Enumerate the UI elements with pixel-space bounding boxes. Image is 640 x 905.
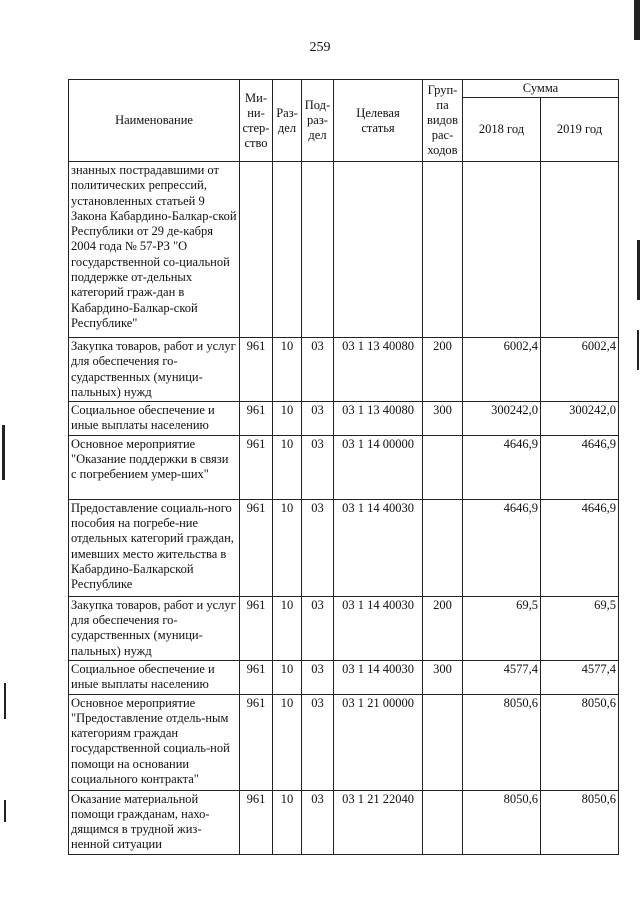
table-row (69, 435, 619, 499)
cell-target (334, 162, 423, 338)
cell-target: 03 1 21 22040 (334, 790, 423, 854)
table-row (69, 660, 619, 694)
table-row (69, 499, 619, 596)
cell-2019: 4646,9 (541, 499, 619, 596)
cell-group (423, 435, 463, 499)
cell-2019: 6002,4 (541, 338, 619, 402)
cell-ministry: 961 (240, 435, 273, 499)
cell-ministry: 961 (240, 596, 273, 660)
cell-subsection: 03 (302, 694, 334, 790)
row-name: Предоставление социаль-ного пособия на погребе-ние отдельных категорий граждан, имевших место жительства в Кабардино-Балкарской Республике (69, 499, 240, 596)
cell-ministry: 961 (240, 660, 273, 694)
scan-mark (637, 330, 639, 370)
cell-2018: 4646,9 (463, 435, 541, 499)
page-number: 259 (309, 40, 331, 55)
row-name: Закупка товаров, работ и услуг для обеспечения го-сударственных (муници-пальных) нужд (69, 338, 240, 402)
cell-group (423, 499, 463, 596)
header-group: Груп- па видов рас- ходов (423, 80, 463, 162)
row-name: Основное мероприятие "Оказание поддержки в связи с погребением умер-ших" (69, 435, 240, 499)
header-2018: 2018 год (463, 98, 541, 162)
cell-target: 03 1 21 00000 (334, 694, 423, 790)
cell-subsection: 03 (302, 499, 334, 596)
header-name: Наименование (69, 80, 240, 162)
cell-2019: 4646,9 (541, 435, 619, 499)
cell-ministry: 961 (240, 694, 273, 790)
cell-2018: 300242,0 (463, 402, 541, 436)
scan-mark (2, 425, 5, 480)
cell-subsection (302, 162, 334, 338)
cell-section: 10 (273, 694, 302, 790)
table-row (69, 790, 619, 854)
cell-2019: 8050,6 (541, 790, 619, 854)
cell-group: 200 (423, 596, 463, 660)
cell-2018: 8050,6 (463, 694, 541, 790)
row-name: Основное мероприятие "Предоставление отдель-ным категориям граждан государственной социаль-ной помощи на основании социального контракта" (69, 694, 240, 790)
table-header (69, 80, 619, 162)
cell-section: 10 (273, 402, 302, 436)
cell-target: 03 1 14 40030 (334, 596, 423, 660)
cell-target: 03 1 14 40030 (334, 660, 423, 694)
cell-ministry (240, 162, 273, 338)
header-section: Раз- дел (273, 80, 302, 162)
cell-group (423, 162, 463, 338)
budget-table (68, 79, 619, 855)
row-name: Социальное обеспечение и иные выплаты населению (69, 402, 240, 436)
header-target: Целевая статья (334, 80, 423, 162)
table-row (69, 162, 619, 338)
cell-2019: 8050,6 (541, 694, 619, 790)
cell-target: 03 1 13 40080 (334, 338, 423, 402)
header-2019: 2019 год (541, 98, 619, 162)
table-row (69, 402, 619, 436)
cell-section (273, 162, 302, 338)
cell-2018: 4646,9 (463, 499, 541, 596)
table-body (69, 162, 619, 855)
cell-group: 200 (423, 338, 463, 402)
cell-section: 10 (273, 596, 302, 660)
cell-group: 300 (423, 660, 463, 694)
cell-target: 03 1 13 40080 (334, 402, 423, 436)
cell-2018: 69,5 (463, 596, 541, 660)
header-ministry: Ми- ни- стер- ство (240, 80, 273, 162)
row-name: Закупка товаров, работ и услуг для обеспечения го-сударственных (муници-пальных) нужд (69, 596, 240, 660)
cell-2019: 4577,4 (541, 660, 619, 694)
cell-ministry: 961 (240, 402, 273, 436)
table-row (69, 694, 619, 790)
cell-group: 300 (423, 402, 463, 436)
cell-ministry: 961 (240, 499, 273, 596)
row-name: Социальное обеспечение и иные выплаты населению (69, 660, 240, 694)
table-row (69, 596, 619, 660)
scan-mark (4, 800, 6, 822)
cell-section: 10 (273, 435, 302, 499)
cell-subsection: 03 (302, 660, 334, 694)
cell-2019: 300242,0 (541, 402, 619, 436)
cell-section: 10 (273, 499, 302, 596)
cell-section: 10 (273, 660, 302, 694)
scan-mark (634, 0, 640, 40)
cell-2018: 4577,4 (463, 660, 541, 694)
cell-ministry: 961 (240, 338, 273, 402)
cell-section: 10 (273, 338, 302, 402)
cell-target: 03 1 14 00000 (334, 435, 423, 499)
cell-ministry: 961 (240, 790, 273, 854)
scan-mark (4, 683, 6, 719)
cell-subsection: 03 (302, 596, 334, 660)
cell-section: 10 (273, 790, 302, 854)
cell-subsection: 03 (302, 402, 334, 436)
table-row (69, 338, 619, 402)
row-name: знанных пострадавшими от политических репрессий, установленных статьей 9 Закона Кабардино-Балкар-ской Республики от 29 де-кабря 2004 года № 57-РЗ "О государственной со-циальной поддержке от-дельных категорий граж-дан в Кабардино-Балкар-ской Республике" (69, 162, 240, 338)
cell-subsection: 03 (302, 790, 334, 854)
header-subsection: Под- раз- дел (302, 80, 334, 162)
cell-group (423, 790, 463, 854)
cell-subsection: 03 (302, 338, 334, 402)
cell-2019 (541, 162, 619, 338)
cell-2019: 69,5 (541, 596, 619, 660)
cell-group (423, 694, 463, 790)
cell-2018: 8050,6 (463, 790, 541, 854)
header-sum: Сумма (463, 80, 619, 98)
row-name: Оказание материальной помощи гражданам, нахо-дящимся в трудной жиз-ненной ситуации (69, 790, 240, 854)
cell-target: 03 1 14 40030 (334, 499, 423, 596)
cell-2018: 6002,4 (463, 338, 541, 402)
cell-2018 (463, 162, 541, 338)
cell-subsection: 03 (302, 435, 334, 499)
